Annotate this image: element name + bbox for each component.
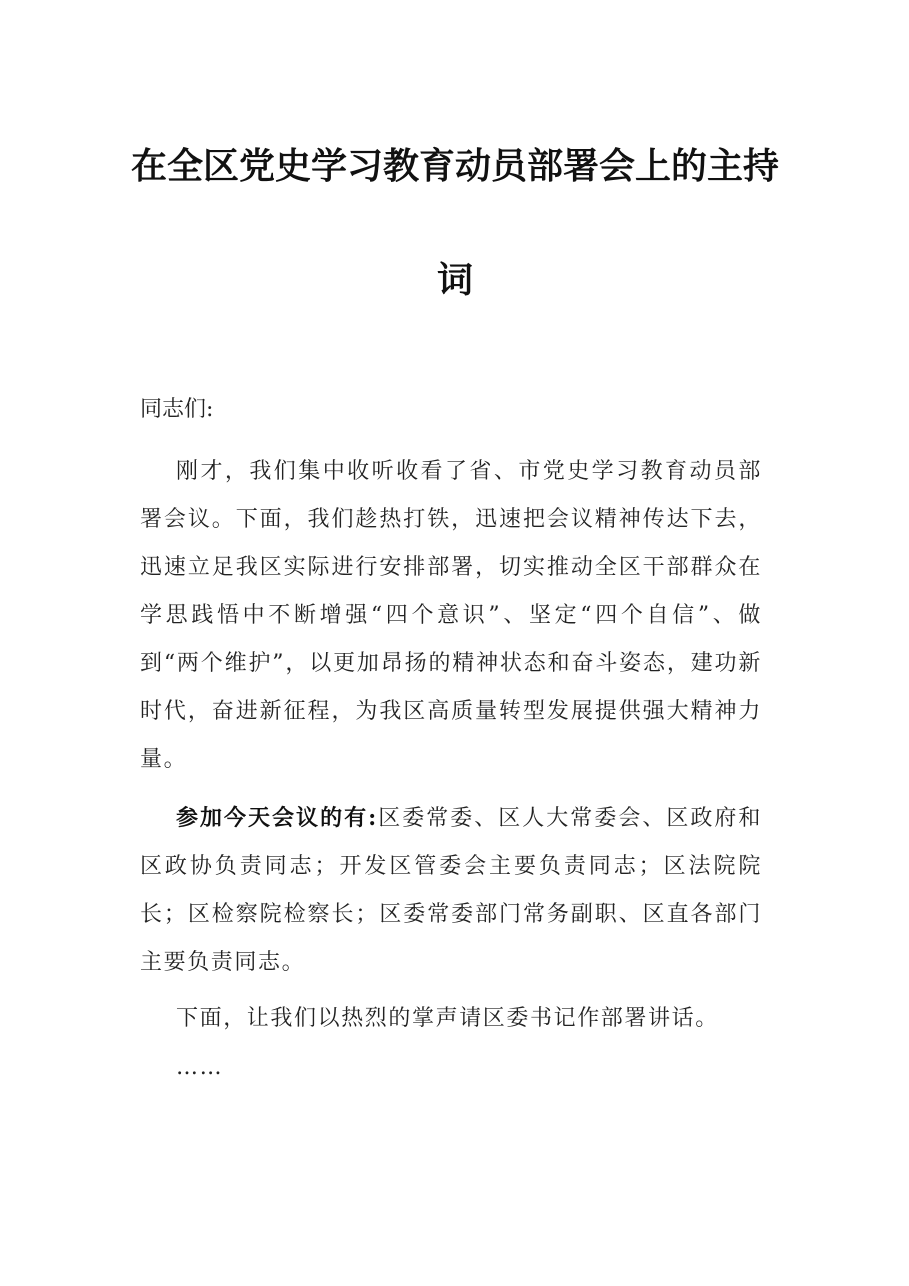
attendees-lead-label: 参加今天会议的有: bbox=[176, 805, 378, 831]
paragraph-opening: 刚才，我们集中收听收看了省、市党史学习教育动员部署会议。下面，我们趁热打铁，迅速把会议精神传达下去，迅速立足我区实际进行安排部署，切实推动全区干部群众在学思践悟中不断增强“四个意识”、坚定“四个自信”、做到“两个维护”，以更加昂扬的精神状态和奋斗姿态，建功新时代，奋进新征程，为我区高质量转型发展提供强大精神力量。 bbox=[140, 459, 762, 772]
paragraph-closing: 下面，让我们以热烈的掌声请区委书记作部署讲话。 bbox=[176, 1006, 719, 1031]
ellipsis-text: …… bbox=[176, 1055, 224, 1080]
document-title-line-2: 词 bbox=[436, 259, 473, 301]
paragraph-attendees bbox=[140, 794, 762, 987]
document-title-line-1: 在全区党史学习教育动员部署会上的主持 bbox=[130, 145, 779, 187]
attendees-list-text: 区委常委、区人大常委会、区政府和区政协负责同志；开发区管委会主要负责同志；区法院院长；区检察院检察长；区委常委部门常务副职、区直各部门主要负责同志。 bbox=[140, 806, 762, 975]
salutation: 同志们: bbox=[140, 397, 214, 422]
